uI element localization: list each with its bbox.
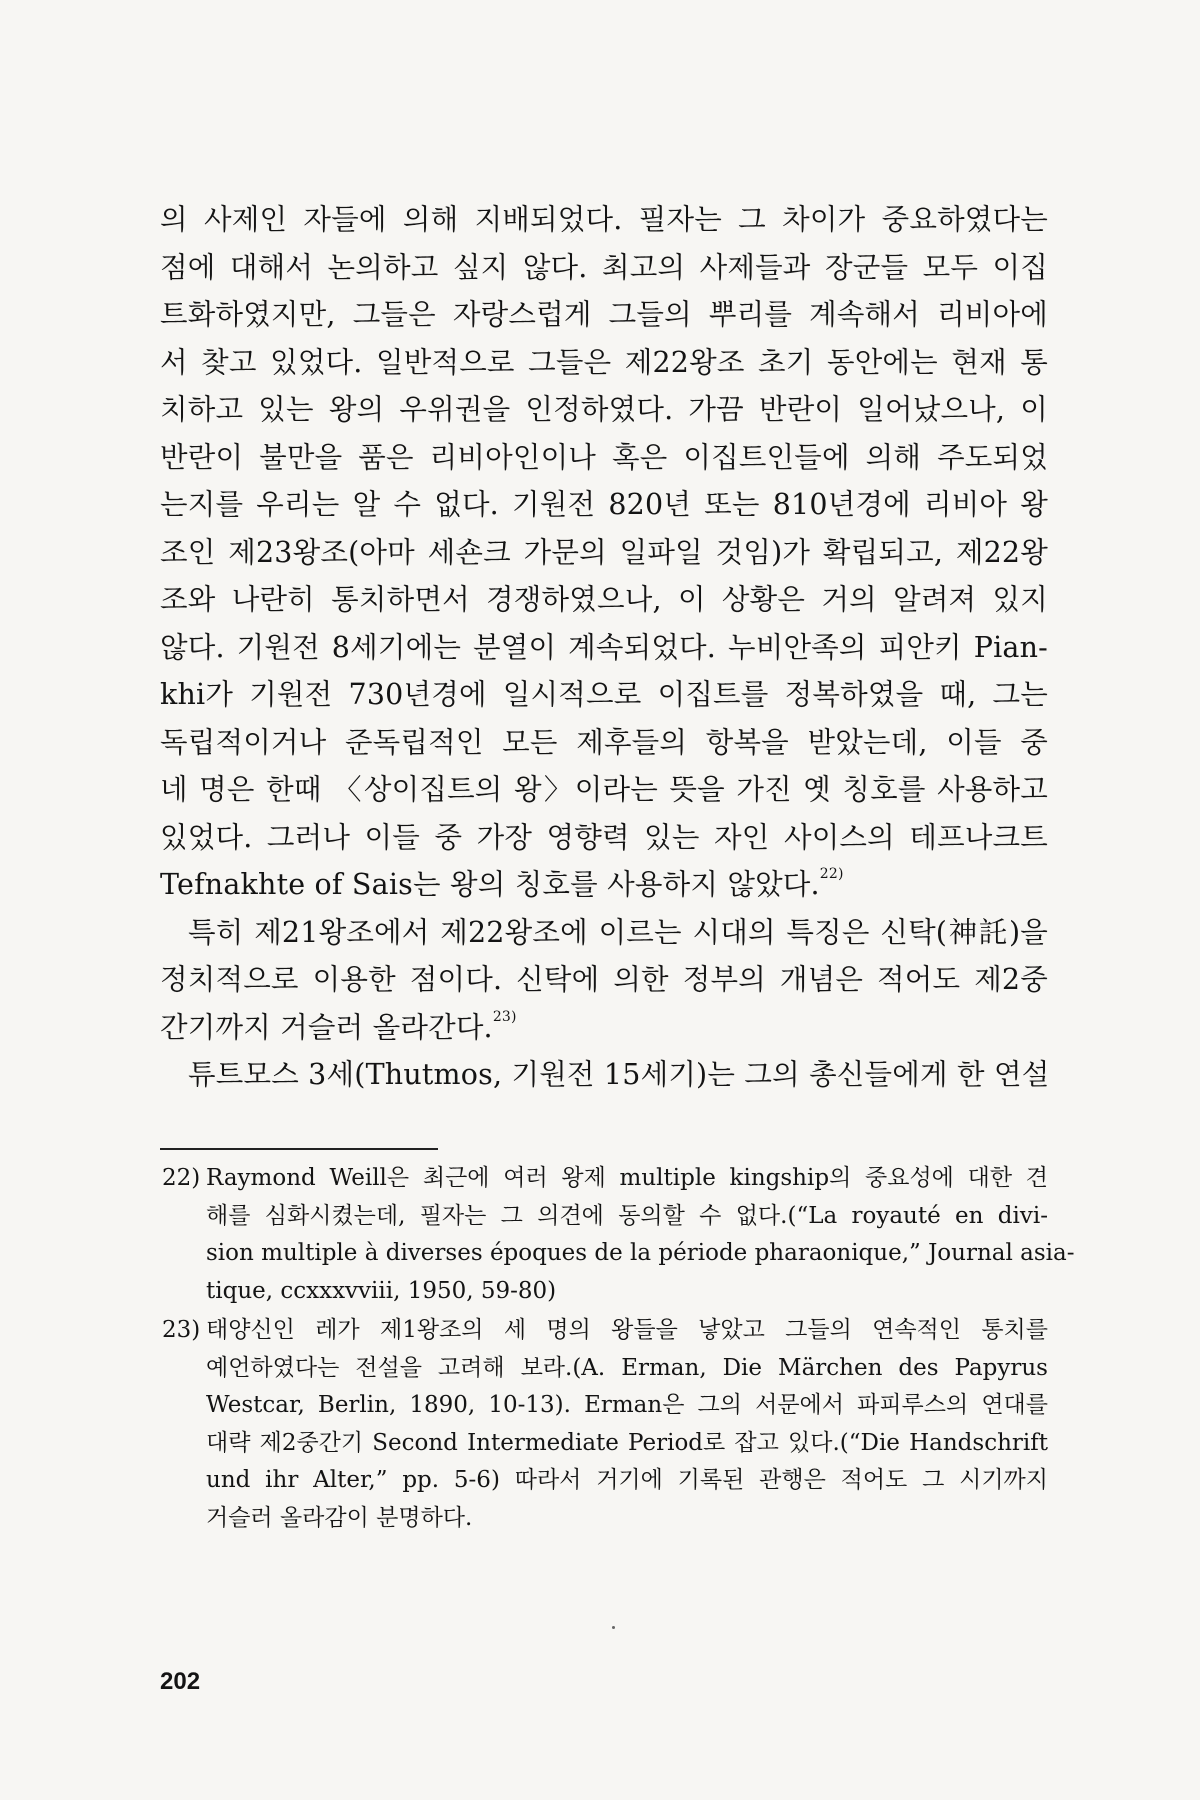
footnote-number: 23) (162, 1317, 201, 1343)
footnote-line: 거슬러 올라감이 분명하다. (206, 1504, 473, 1531)
paragraph-3-line: 튜트모스 3세(Thutmos, 기원전 15세기)는 그의 총신들에게 한 연설 (188, 1058, 1050, 1091)
footnote-ref-23[interactable]: 23) (492, 1008, 517, 1025)
text-line: 조와 나란히 통치하면서 경쟁하였으나, 이 상황은 거의 알려져 있지 (160, 583, 1048, 616)
text-line: 네 명은 한때 〈상이집트의 왕〉이라는 뜻을 가진 옛 칭호를 사용하고 (160, 773, 1048, 806)
main-text (160, 196, 1048, 1099)
text-line-content: 간기까지 거슬러 올라간다. (160, 1010, 493, 1044)
text-line (160, 861, 1048, 909)
text-line: 조인 제23왕조(아마 세숀크 가문의 일파일 것임)가 확립되고, 제22왕 (160, 535, 1048, 569)
page-number: 202 (160, 1668, 201, 1695)
text-line: 점에 대해서 논의하고 싶지 않다. 최고의 사제들과 장군들 모두 이집 (160, 250, 1048, 284)
footnote-line: und ihr Alter,” pp. 5-6) 따라서 거기에 기록된 관행은 적어도 그 시기까지 (206, 1467, 1048, 1493)
text-line: 있었다. 그러나 이들 중 가장 영향력 있는 자인 사이스의 테프나크트 (160, 820, 1048, 854)
text-line: khi가 기원전 730년경에 일시적으로 이집트를 정복하였을 때, 그는 (160, 678, 1048, 711)
text-line: 는지를 우리는 알 수 없다. 기원전 820년 또는 810년경에 리비아 왕 (160, 488, 1048, 521)
footnote-line: tique, ccxxxvviii, 1950, 59-80) (206, 1277, 557, 1304)
paragraph-2-line (160, 1004, 1048, 1052)
text-line-content: Tefnakhte of Sais는 왕의 칭호를 사용하지 않았다. (160, 868, 820, 901)
text-line: 독립적이거나 준독립적인 모든 제후들의 항복을 받았는데, 이들 중 (160, 725, 1048, 759)
footnote-line: sion multiple à diverses époques de la période pharaonique,” Journal asia- (206, 1240, 1075, 1266)
text-line: 치하고 있는 왕의 우위권을 인정하였다. 가끔 반란이 일어났으나, 이 (160, 393, 1048, 426)
text-line: 의 사제인 자들에 의해 지배되었다. 필자는 그 차이가 중요하였다는 (160, 203, 1048, 236)
footnote-23 (162, 1312, 1048, 1537)
footnote-22 (162, 1160, 1075, 1310)
paragraph-2-line: 정치적으로 이용한 점이다. 신탁에 의한 정부의 개념은 적어도 제2중 (160, 963, 1048, 996)
footnote-line: Raymond Weill은 최근에 여러 왕제 multiple kingship의 중요성에 대한 견 (206, 1165, 1048, 1191)
text-line: 않다. 기원전 8세기에는 분열이 계속되었다. 누비안족의 피안키 Pian- (160, 630, 1048, 664)
footnote-line: Westcar, Berlin, 1890, 10-13). Erman은 그의 서문에서 파피루스의 연대를 (206, 1392, 1048, 1418)
footnote-number: 22) (162, 1165, 201, 1191)
text-line: 트화하였지만, 그들은 자랑스럽게 그들의 뿌리를 계속해서 리비아에 (160, 298, 1048, 331)
footnote-line: 태양신인 레가 제1왕조의 세 명의 왕들을 낳았고 그들의 연속적인 통치를 (206, 1317, 1048, 1343)
footnote-line: 해를 심화시켰는데, 필자는 그 의견에 동의할 수 없다.(“La royauté en divi- (206, 1202, 1048, 1229)
footnote-divider (160, 1148, 438, 1150)
footnote-line: 대략 제2중간기 Second Intermediate Period로 잡고 있다.(“Die Handschrift (206, 1429, 1048, 1456)
text-line: 서 찾고 있었다. 일반적으로 그들은 제22왕조 초기 동안에는 현재 통 (160, 345, 1048, 379)
footnote-line: 예언하였다는 전설을 고려해 보라.(A. Erman, Die Märchen des Papyrus (206, 1354, 1048, 1381)
scan-speck (612, 1626, 615, 1629)
text-line: 반란이 불만을 품은 리비아인이나 혹은 이집트인들에 의해 주도되었 (160, 440, 1048, 474)
paragraph-2-line: 특히 제21왕조에서 제22왕조에 이르는 시대의 특징은 신탁(神託)을 (188, 915, 1048, 949)
footnotes (162, 1160, 1075, 1539)
footnote-ref-22[interactable]: 22) (819, 866, 844, 882)
